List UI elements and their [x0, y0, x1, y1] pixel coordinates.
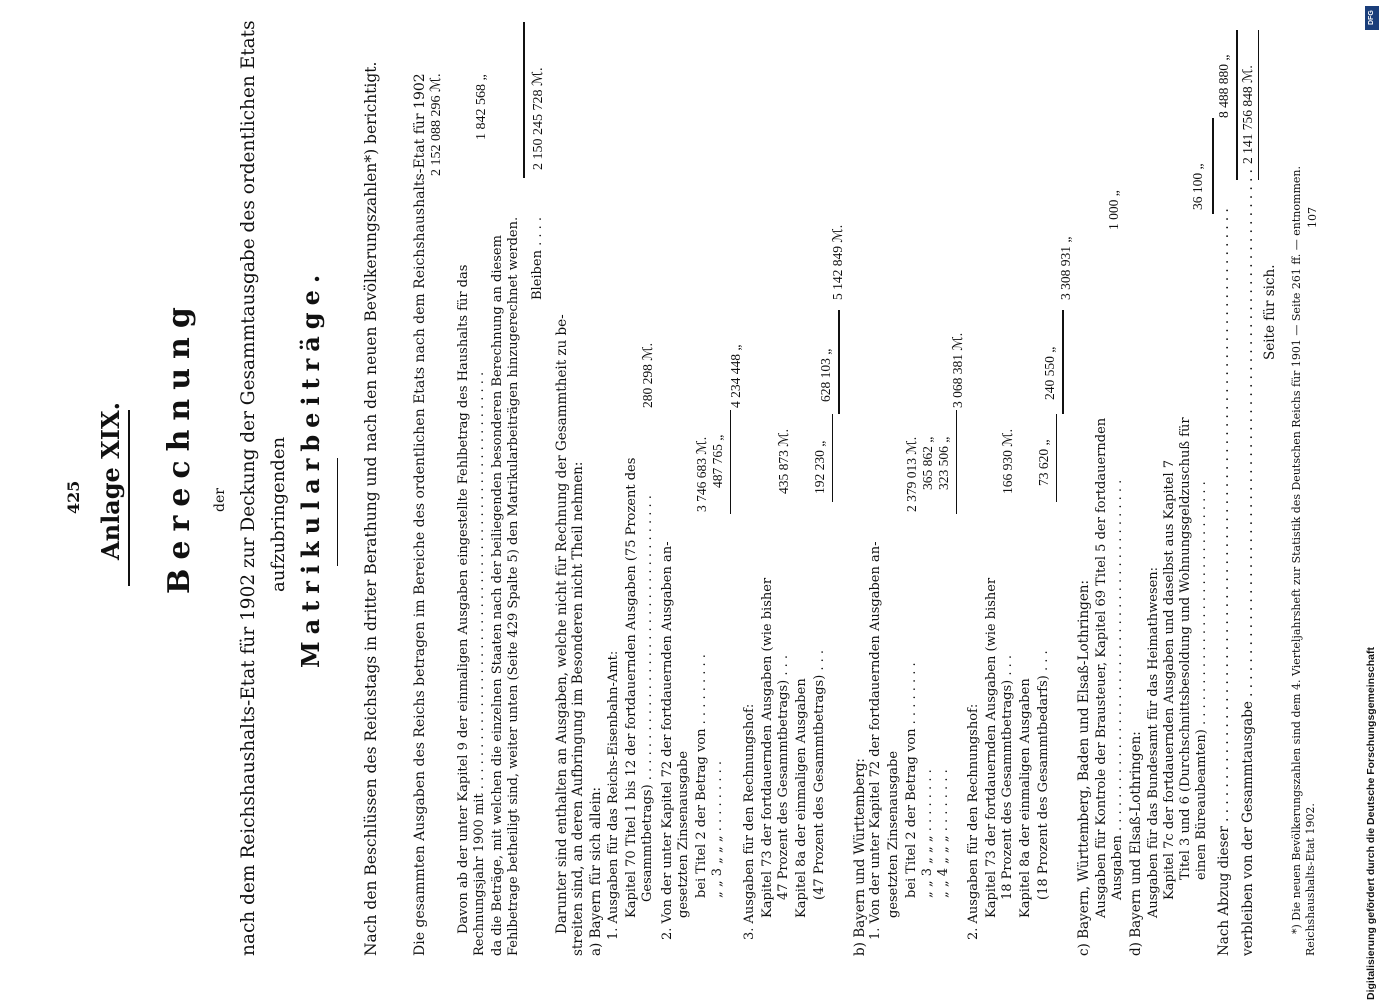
- b-item-1-sum: 3 068 381 ℳ.: [950, 332, 965, 408]
- a-item-1-line-3: Gesammtbetrags) . . . . . . . . . . . . . . . . . . . . . . . . . . . . . . . . . . .: [640, 495, 655, 902]
- footnote-line-1: *) Die neuen Bevölkerungszahlen sind dem 4. Vierteljahrsheft zur Statistik des Deutschen Reichs für 1901 — Seite 261 ff. — entnommen.: [1290, 166, 1303, 934]
- a-item-3-sum: 628 103 „: [818, 348, 833, 402]
- subtitle-line-2: aufzubringenden: [268, 436, 289, 592]
- a-item-3-line-3: 47 Prozent des Gesammtbetrags) . . .: [776, 655, 791, 900]
- a-item-3-line-4: Kapitel 8a der einmaligen Ausgaben: [794, 678, 809, 918]
- d-line-4: einen Büreaubeamten) . . . . . . . . . . . . . . . . . . . . . . . . . . . . . .: [1194, 481, 1209, 880]
- verbleiben-double-rule: [1258, 30, 1259, 180]
- b-item-1-line-1: 1. Von der unter Kapitel 72 der fortdauernden Ausgaben an-: [868, 541, 883, 940]
- b-item-2-line-2: Kapitel 73 der fortdauernden Ausgaben (wie bisher: [984, 577, 999, 918]
- b-item-2-value-1: 166 930 ℳ.: [1000, 428, 1015, 494]
- b-item-2-sum: 240 550 „: [1042, 346, 1057, 400]
- verbleiben-label: verbleiben von der Gesammtausgabe . . . . . . . . . . . . . . . . . . . . . . . . . . . . . . . . . . . . . . . . . . . . . . . . . . . . . . . . . . . . . .: [1240, 169, 1256, 956]
- d-line-2: Kapitel 7c der fortdauernden Ausgaben und daselbst aus Kapitel 7: [1162, 459, 1177, 900]
- a-item-1-value: 280 298 ℳ.: [640, 342, 655, 408]
- c-line-2: Ausgaben . . . . . . . . . . . . . . . . . . . . . . . . . . . . . . . . . . . . . . . . . . .: [1110, 479, 1125, 900]
- b-item-2-sum-rule: [1056, 414, 1057, 502]
- d-line-1: Ausgaben für das Bundesamt für das Heimathwesen:: [1146, 566, 1161, 918]
- b-row-3-label: „ „ 4 „ „ „ . . . . . . . .: [936, 769, 951, 898]
- intro-line-1: Die gesammten Ausgaben des Reichs betragen im Bereiche des ordentlichen Etats nach dem Reichshaushalts-Etat für 1902: [412, 73, 428, 956]
- a-item-3-line-5: (47 Prozent des Gesammtbetrags) . . .: [812, 649, 827, 900]
- section-a-heading: a) Bayern für sich allein:: [588, 786, 604, 956]
- b-item-1-line-2: gesetzten Zinsenausgabe: [886, 750, 901, 918]
- c-total: 1 000 „: [1106, 190, 1121, 230]
- b-row-3-value: 323 506 „: [936, 436, 951, 490]
- a-item-2-row-2-label: „ „ 3 „ „ „ . . . . . . . . .: [710, 761, 725, 898]
- b-item-2-value-2: 73 620 „: [1036, 439, 1051, 486]
- digitization-credit-text: Digitalisierung gefördert durch die Deutsche Forschungsgemeinschaft: [1365, 647, 1377, 1000]
- footnote-page-ref: 107: [1306, 207, 1319, 228]
- intro-value-1: 2 152 088 296 ℳ.: [429, 73, 444, 176]
- document-title: Berechnung: [162, 298, 197, 594]
- section-c-heading: c) Bayern, Württemberg, Baden und Elsaß-Lothringen:: [1076, 579, 1092, 956]
- b-item-2-line-5: (18 Prozent des Gesammtbedarfs) . . .: [1036, 650, 1051, 900]
- intro-sum-rule: [523, 22, 525, 178]
- digitization-credit: [1359, 0, 1383, 1000]
- a-item-3-line-2: Kapitel 73 der fortdauernden Ausgaben (wie bisher: [760, 577, 775, 918]
- a-item-2-row-2-value: 487 765 „: [710, 434, 725, 488]
- b-item-2-line-1: 2. Ausgaben für den Rechnungshof:: [966, 703, 981, 940]
- b-item-1-sum-rule: [956, 410, 957, 514]
- a-item-2-sum: 4 234 448 „: [728, 344, 743, 408]
- darunter-line-1: Darunter sind enthalten an Ausgaben, welche nicht für Rechnung der Gesammtheit zu be-: [554, 314, 570, 934]
- subtitle-line-4: Nach den Beschlüssen des Reichstags in dritter Berathung und nach den neuen Bevölkerungszahlen*) berichtigt.: [362, 61, 380, 956]
- section-b-heading: b) Bayern und Württemberg:: [852, 758, 868, 956]
- a-total: 5 142 849 ℳ.: [830, 224, 845, 300]
- seite-fuer-sich: Seite für sich.: [1262, 264, 1278, 360]
- d-total: 36 100 „: [1190, 163, 1205, 210]
- intro-line-2: Davon ab der unter Kapitel 9 der einmaligen Ausgaben eingestellte Fehlbetrag des Haushalts für das: [456, 264, 471, 934]
- b-row-2-value: 365 862 „: [920, 436, 935, 490]
- a-item-2-row-1-value: 3 746 683 ℳ.: [694, 436, 709, 512]
- a-item-2-sum-rule: [730, 410, 731, 514]
- title-rule: [337, 458, 338, 566]
- a-item-2-line-2: gesetzten Zinsenausgabe: [676, 750, 691, 918]
- darunter-line-2: streiten sind, an deren Aufbringung im Besonderen nicht Theil nehmen:: [570, 461, 586, 956]
- bleiben-label: Bleiben . . . .: [530, 216, 545, 300]
- b-row-1-label: bei Titel 2 der Betrag von . . . . . . . .: [904, 662, 919, 898]
- b-item-2-line-4: Kapitel 8a der einmaligen Ausgaben: [1018, 678, 1033, 918]
- annex-underline: [128, 410, 130, 586]
- dfg-logo: DFG: [1365, 6, 1379, 30]
- d-total-rule: [1212, 118, 1214, 214]
- b-item-2-line-3: 18 Prozent des Gesammtbetrags) . . .: [1000, 655, 1015, 900]
- c-line-1: Ausgaben für Kontrole der Brausteuer, Kapitel 69 Titel 5 der fortdauernden: [1094, 417, 1109, 918]
- intro-line-4: da die Beträge, mit welchen die einzelnen Staaten nach der beiliegenden besonderen Berechnung an diesem: [490, 235, 505, 956]
- a-item-3-line-1: 3. Ausgaben für den Rechnungshof:: [742, 703, 757, 940]
- footnote-line-2: Reichshaushalts-Etat 1902.: [1304, 803, 1317, 956]
- a-item-3-value-2: 192 230 „: [812, 440, 827, 494]
- a-item-3-sum-rule: [832, 414, 833, 502]
- a-item-1-line-2: Kapitel 70 Titel 1 bis 12 der fortdauernden Ausgaben (75 Prozent des: [624, 457, 639, 918]
- b-row-2-label: „ „ 3 „ „ „ . . . . . . . .: [920, 769, 935, 898]
- d-line-3: Titel 3 und 6 (Durchschnittsbesoldung und Wohnungsgeldzuschuß für: [1178, 417, 1193, 880]
- b-total-rule: [1062, 310, 1064, 414]
- a-total-rule: [838, 310, 840, 414]
- der-label: der: [212, 488, 228, 512]
- abzug-label: Nach Abzug dieser . . . . . . . . . . . . . . . . . . . . . . . . . . . . . . . . . . . . . . . . . . . . . . . . . . . . . . . . . . . . . . . . . . . . . . . .: [1216, 208, 1232, 956]
- verbleiben-value: 2 141 756 848 ℳ.: [1240, 65, 1255, 164]
- intro-line-5: Fehlbetrage betheiligt sind, weiter unten (Seite 429 Spalte 5) den Matrikularbeiträgen hinzugerechnet werden.: [506, 216, 521, 956]
- a-item-2-row-1-label: bei Titel 2 der Betrag von . . . . . . . . .: [694, 654, 709, 898]
- a-item-2-line-1: 2. Von der unter Kapitel 72 der fortdauernden Ausgaben an-: [660, 541, 675, 940]
- subtitle-line-3: Matrikularbeiträge.: [296, 267, 325, 668]
- section-d-heading: d) Bayern und Elsaß-Lothringen:: [1128, 731, 1144, 956]
- a-item-1-line-1: 1. Ausgaben für das Reichs-Eisenbahn-Amt:: [606, 650, 621, 940]
- b-row-1-value: 2 379 013 ℳ.: [904, 436, 919, 512]
- bleiben-value: 2 150 245 728 ℳ.: [531, 67, 546, 170]
- abzug-value: 8 488 880 „: [1216, 54, 1231, 118]
- annex-title: Anlage XIX.: [96, 402, 125, 560]
- verbleiben-rule: [1236, 30, 1238, 180]
- intro-line-3: Rechnungsjahr 1900 mit . . . . . . . . . . . . . . . . . . . . . . . . . . . . . . . . . . . . . . . . . . . . . . . . . . .: [472, 371, 487, 956]
- subtitle-line-1: nach dem Reichshaushalts-Etat für 1902 zur Deckung der Gesammtausgabe des ordentlichen Etats: [238, 20, 259, 956]
- a-item-3-value-1: 435 873 ℳ.: [776, 428, 791, 494]
- b-total: 3 308 931 „: [1058, 236, 1073, 300]
- intro-value-2: 1 842 568 „: [474, 74, 489, 140]
- page-number: 425: [64, 480, 83, 514]
